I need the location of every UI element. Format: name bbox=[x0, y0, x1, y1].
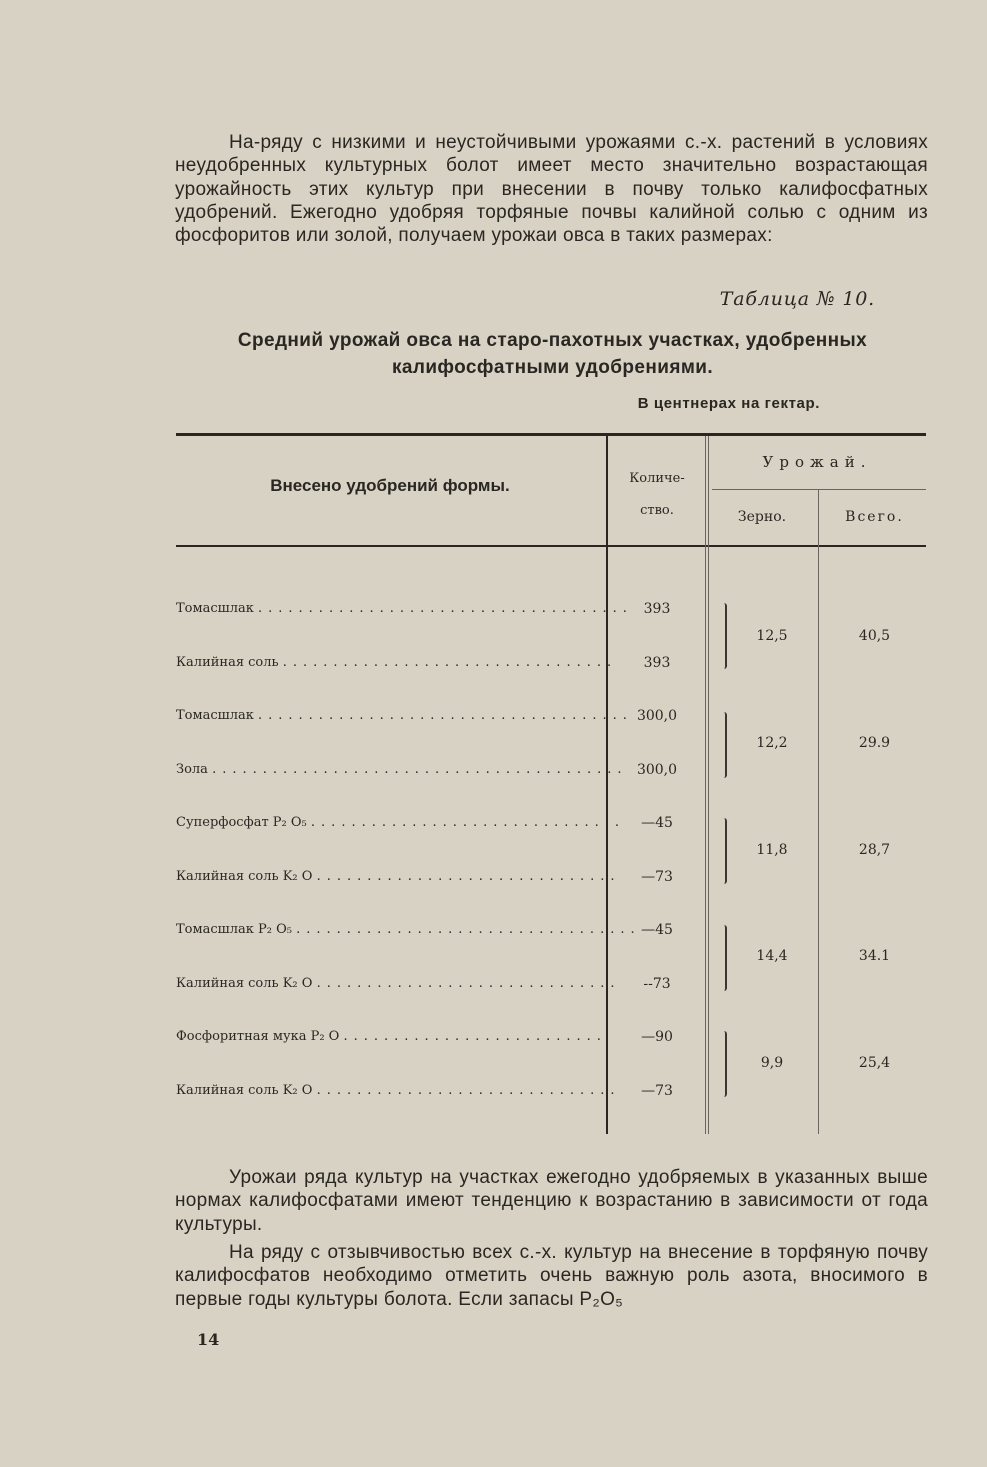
page-number: 14 bbox=[197, 1330, 220, 1349]
header-total: Всего. bbox=[845, 509, 904, 525]
row-name: Томасшлак P₂ O₅ .................................. bbox=[176, 922, 641, 937]
header-grain: Зерно. bbox=[737, 509, 787, 525]
row-qty: --73 bbox=[643, 976, 671, 992]
group-total: 34.1 bbox=[858, 948, 891, 964]
row-qty: 393 bbox=[643, 601, 671, 617]
row-qty: 300,0 bbox=[636, 708, 678, 724]
row-qty: —73 bbox=[641, 1083, 673, 1099]
paragraph-3: На ряду с отзывчивостью всех с.-х. культур на внесение в торфяную почву калифосфатов необходимо отметить очень важную роль азота, вносимого в первые годы культуры болота. Если запасы P₂O₅ bbox=[175, 1242, 928, 1310]
table-header-rule bbox=[176, 545, 926, 547]
row-name: Калийная соль K₂ O .............................. bbox=[176, 976, 621, 991]
table-number: Таблица № 10. bbox=[719, 288, 875, 310]
table-units: В центнерах на гектар. bbox=[637, 395, 820, 412]
row-name: Калийная соль K₂ O .............................. bbox=[176, 869, 621, 884]
header-quantity bbox=[612, 460, 702, 530]
header-quantity-line2: ство. bbox=[640, 503, 674, 518]
row-qty: —45 bbox=[641, 922, 673, 938]
yield-subheader-rule bbox=[712, 489, 926, 490]
row-name: Фосфоритная мука P₂ O .......................... bbox=[176, 1029, 607, 1044]
row-qty: 300,0 bbox=[636, 762, 678, 778]
column-divider-yield-a bbox=[705, 436, 706, 1134]
row-qty: 393 bbox=[643, 655, 671, 671]
group-total: 25,4 bbox=[858, 1055, 891, 1071]
row-name: Томасшлак ..................................... bbox=[176, 708, 633, 723]
header-yield: Урожай. bbox=[762, 453, 872, 471]
paragraph-2: Урожаи ряда культур на участках ежегодно удобряемых в указанных выше нормах калифосфатами имеют тенденцию к возрастанию в зависимости от года культуры. bbox=[175, 1167, 928, 1235]
table-caption: Средний урожай овса на старо-пахотных участках, удобренных калифосфатными удобрениями. bbox=[237, 330, 868, 378]
table-top-rule bbox=[176, 433, 926, 436]
row-name: Томасшлак ..................................... bbox=[176, 601, 633, 616]
group-grain: 12,2 bbox=[756, 735, 788, 751]
group-grain: 12,5 bbox=[756, 628, 788, 644]
column-divider-total bbox=[818, 489, 819, 1134]
group-total: 29.9 bbox=[858, 735, 891, 751]
group-grain: 11,8 bbox=[756, 842, 788, 858]
group-grain: 9,9 bbox=[760, 1055, 784, 1071]
column-divider-yield-b bbox=[708, 436, 709, 1134]
group-grain: 14,4 bbox=[756, 948, 788, 964]
row-qty: —45 bbox=[641, 815, 673, 831]
row-name: Суперфосфат P₂ O₅ ............................... bbox=[176, 815, 626, 830]
row-qty: —73 bbox=[641, 869, 673, 885]
intro-paragraph: На-ряду с низкими и неустойчивыми урожаями с.-х. растений в условиях неудобренных культурных болот имеет место значительно возрастающая урожайность этих культур при внесении в почву только калифосфатных удобрений. Ежегодно удобряя торфяные почвы калийной солью с одним из фосфоритов или золой, получаем урожаи овса в таких размерах: bbox=[175, 132, 928, 247]
header-fertilizer: Внесено удобрений формы. bbox=[270, 476, 510, 495]
header-quantity-line1: Количе- bbox=[629, 471, 685, 486]
group-total: 28,7 bbox=[858, 842, 891, 858]
row-qty: —90 bbox=[641, 1029, 673, 1045]
row-name: Зола ......................................... bbox=[176, 762, 628, 777]
group-total: 40,5 bbox=[858, 628, 891, 644]
row-name: Калийная соль K₂ O .............................. bbox=[176, 1083, 621, 1098]
row-name: Калийная соль ................................. bbox=[176, 655, 618, 670]
